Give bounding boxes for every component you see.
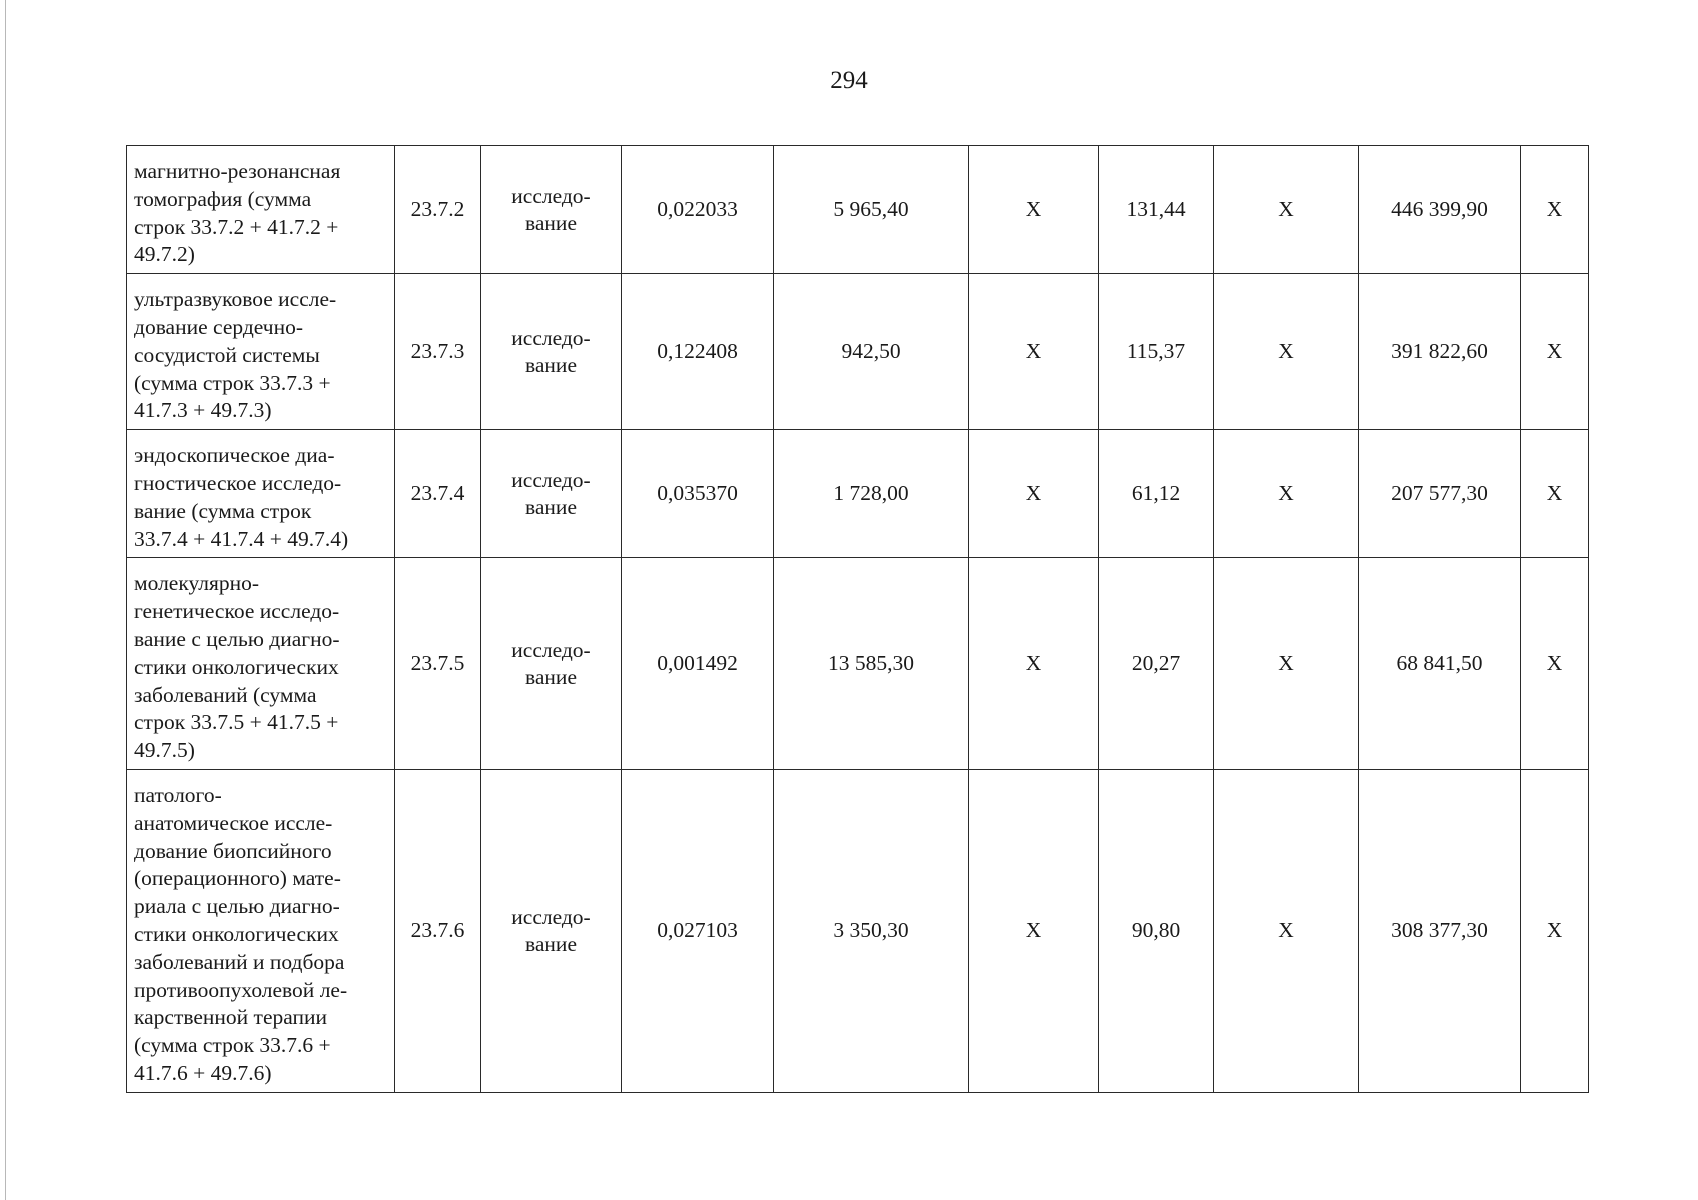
name-line: строк 33.7.5 + 41.7.5 + [134, 710, 339, 735]
value-cell: 115,37 [1099, 274, 1214, 430]
name-line: патолого- [134, 782, 222, 807]
name-line: генетическое исследо- [134, 599, 340, 624]
cost-cell: 13 585,30 [774, 558, 969, 770]
cost-cell: 1 728,00 [774, 430, 969, 558]
name-line: эндоскопическое диа- [134, 443, 335, 468]
name-line: дование биопсийного [134, 838, 332, 863]
mark-cell: X [969, 430, 1099, 558]
mark-cell: X [1214, 146, 1359, 274]
name-cell [127, 558, 395, 770]
cost-cell: 3 350,30 [774, 769, 969, 1092]
mark-cell: X [1521, 274, 1589, 430]
code-cell: 23.7.5 [395, 558, 481, 770]
name-line: 33.7.4 + 41.7.4 + 49.7.4) [134, 526, 349, 551]
scan-edge-line [5, 0, 6, 1200]
unit-line: исследо- [511, 467, 591, 492]
name-line: стики онкологических [134, 921, 339, 946]
name-line: стики онкологических [134, 654, 339, 679]
name-line: 49.7.5) [134, 738, 195, 763]
page-number: 294 [830, 67, 868, 94]
unit-line: вание [525, 210, 577, 235]
name-line: противоопухолевой ле- [134, 977, 348, 1002]
unit-cell [481, 558, 622, 770]
mark-cell: X [1521, 146, 1589, 274]
ratio-cell: 0,035370 [622, 430, 774, 558]
mark-cell: X [969, 274, 1099, 430]
name-line: вание (сумма строк [134, 498, 312, 523]
name-line: сосудистой системы [134, 342, 320, 367]
ratio-cell: 0,001492 [622, 558, 774, 770]
code-cell: 23.7.4 [395, 430, 481, 558]
mark-cell: X [1521, 430, 1589, 558]
value-cell: 20,27 [1099, 558, 1214, 770]
unit-line: исследо- [511, 325, 591, 350]
mark-cell: X [1521, 769, 1589, 1092]
name-line: 41.7.3 + 49.7.3) [134, 398, 272, 423]
mark-cell: X [969, 558, 1099, 770]
mark-cell: X [969, 769, 1099, 1092]
unit-line: исследо- [511, 183, 591, 208]
total-cell: 308 377,30 [1359, 769, 1521, 1092]
name-line: строк 33.7.2 + 41.7.2 + [134, 214, 339, 239]
mark-cell: X [1214, 558, 1359, 770]
table-body [127, 146, 1589, 1093]
cost-cell: 5 965,40 [774, 146, 969, 274]
ratio-cell: 0,122408 [622, 274, 774, 430]
code-cell: 23.7.3 [395, 274, 481, 430]
name-line: риала с целью диагно- [134, 894, 340, 919]
value-cell: 131,44 [1099, 146, 1214, 274]
name-line: заболеваний (сумма [134, 682, 317, 707]
mark-cell: X [1214, 430, 1359, 558]
name-line: карственной терапии [134, 1005, 328, 1030]
name-line: дование сердечно- [134, 314, 304, 339]
table-row [127, 769, 1589, 1092]
name-line: вание с целью диагно- [134, 626, 340, 651]
name-line: 49.7.2) [134, 242, 195, 267]
table-row [127, 146, 1589, 274]
table-row [127, 274, 1589, 430]
code-cell: 23.7.2 [395, 146, 481, 274]
value-cell: 90,80 [1099, 769, 1214, 1092]
name-cell [127, 146, 395, 274]
unit-line: вание [525, 664, 577, 689]
unit-cell [481, 146, 622, 274]
unit-line: вание [525, 494, 577, 519]
name-cell [127, 274, 395, 430]
name-line: ультразвуковое иссле- [134, 287, 337, 312]
name-cell [127, 769, 395, 1092]
mark-cell: X [1521, 558, 1589, 770]
total-cell: 207 577,30 [1359, 430, 1521, 558]
name-line: (операционного) мате- [134, 866, 341, 891]
mark-cell: X [969, 146, 1099, 274]
unit-cell [481, 274, 622, 430]
cost-cell: 942,50 [774, 274, 969, 430]
unit-line: вание [525, 352, 577, 377]
unit-line: вание [525, 931, 577, 956]
table-row [127, 430, 1589, 558]
name-line: анатомическое иссле- [134, 810, 333, 835]
name-line: заболеваний и подбора [134, 949, 345, 974]
unit-line: исследо- [511, 637, 591, 662]
name-line: магнитно-резонансная [134, 159, 341, 183]
unit-cell [481, 430, 622, 558]
total-cell: 446 399,90 [1359, 146, 1521, 274]
unit-line: исследо- [511, 904, 591, 929]
total-cell: 391 822,60 [1359, 274, 1521, 430]
mark-cell: X [1214, 274, 1359, 430]
name-line: гностическое исследо- [134, 470, 342, 495]
unit-cell [481, 769, 622, 1092]
name-line: (сумма строк 33.7.3 + [134, 370, 331, 395]
name-cell [127, 430, 395, 558]
ratio-cell: 0,022033 [622, 146, 774, 274]
mark-cell: X [1214, 769, 1359, 1092]
name-line: молекулярно- [134, 571, 260, 596]
code-cell: 23.7.6 [395, 769, 481, 1092]
name-line: 41.7.6 + 49.7.6) [134, 1060, 272, 1085]
name-line: томография (сумма [134, 186, 312, 211]
total-cell: 68 841,50 [1359, 558, 1521, 770]
data-table [126, 145, 1589, 1093]
name-line: (сумма строк 33.7.6 + [134, 1033, 331, 1058]
value-cell: 61,12 [1099, 430, 1214, 558]
table-row [127, 558, 1589, 770]
ratio-cell: 0,027103 [622, 769, 774, 1092]
